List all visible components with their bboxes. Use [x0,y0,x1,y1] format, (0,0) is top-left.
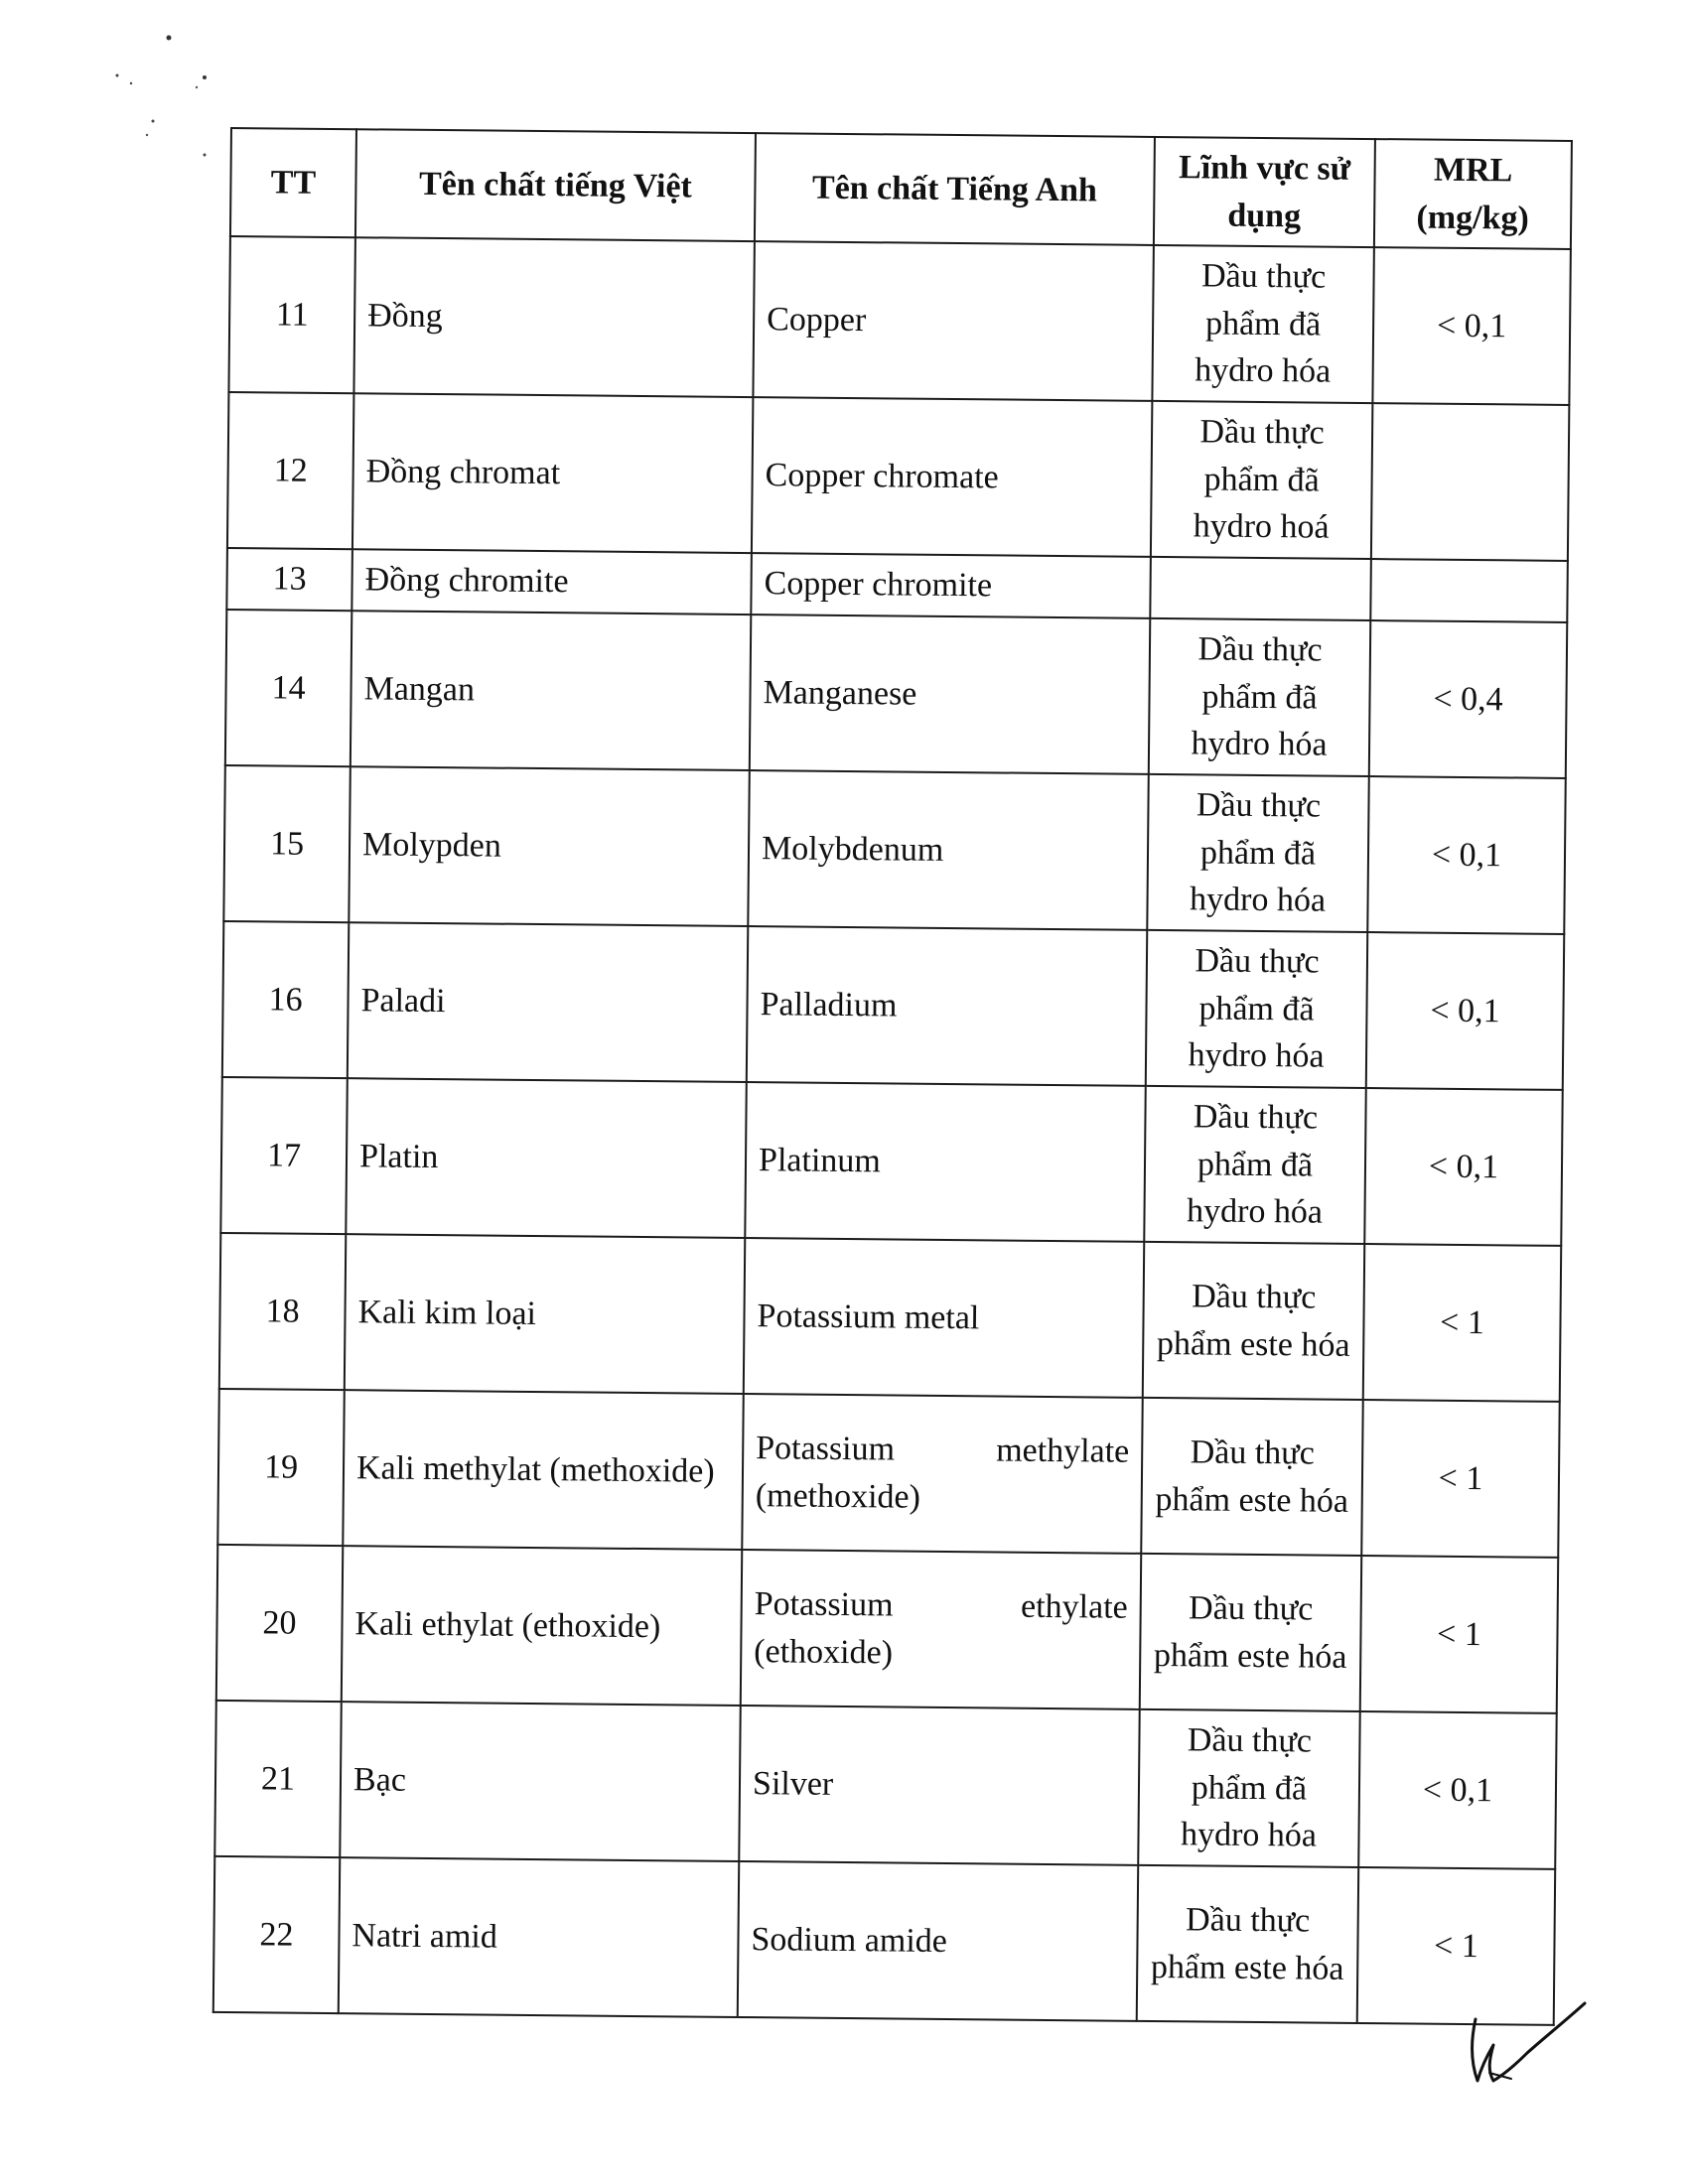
cell-vietnamese-name: Paladi [348,922,748,1082]
cell-vietnamese-name: Đồng chromat [352,393,753,553]
cell-english-name: Manganese [750,614,1150,774]
cell-vietnamese-name: Đồng chromite [352,549,752,614]
table-row [228,236,1570,405]
cell-mrl: < 0,1 [1366,932,1564,1090]
cell-english-name: Copper [753,241,1153,401]
initials-signature [1468,1997,1587,2087]
cell-field-of-use: Dầu thực phẩm đã hydro hoá [1151,401,1372,559]
table-row [225,610,1567,778]
cell-vietnamese-name: Mangan [351,611,751,770]
substance-table [212,127,1573,2026]
cell-mrl: < 1 [1357,1867,1555,2025]
table-row [216,1545,1558,1713]
cell-mrl: < 0,1 [1358,1711,1556,1869]
cell-mrl: < 1 [1363,1244,1561,1402]
cell-english-name: Potassium ethylate (ethoxide) [741,1550,1141,1709]
cell-field-of-use [1150,557,1371,620]
table-row [227,392,1569,561]
table-row [219,1233,1561,1402]
cell-english-name: Molybdenum [748,770,1148,930]
table-row [223,765,1565,934]
cell-english-name: Silver [739,1706,1139,1865]
cell-vietnamese-name: Molypden [349,766,749,926]
table-row [217,1389,1559,1558]
cell-mrl: < 1 [1360,1556,1558,1713]
cell-english-name: Potassium methylate (methoxide) [742,1394,1142,1554]
cell-vietnamese-name: Platin [346,1078,746,1238]
cell-tt: 15 [223,765,351,922]
document-page [212,127,1571,2026]
cell-mrl [1371,403,1569,561]
cell-mrl: < 1 [1361,1400,1559,1558]
cell-field-of-use: Dầu thực phẩm đã hydro hóa [1149,618,1370,776]
cell-field-of-use: Dầu thực phẩm đã hydro hóa [1144,1086,1365,1244]
cell-field-of-use: Dầu thực phẩm đã hydro hóa [1138,1709,1359,1867]
cell-vietnamese-name: Kali ethylat (ethoxide) [342,1546,742,1706]
cell-tt: 19 [217,1389,345,1546]
cell-tt: 22 [213,1856,341,2013]
header-tt: TT [230,128,356,237]
cell-field-of-use: Dầu thực phẩm este hóa [1141,1398,1362,1556]
header-vietnamese-name: Tên chất tiếng Việt [355,129,756,241]
cell-mrl: < 0,1 [1364,1088,1562,1246]
table-row [222,921,1564,1090]
cell-vietnamese-name: Natri amid [339,1857,739,2017]
cell-field-of-use: Dầu thực phẩm este hóa [1137,1865,1358,2023]
cell-tt: 12 [227,392,354,549]
cell-english-name: Copper chromite [751,553,1151,618]
cell-field-of-use: Dầu thực phẩm este hóa [1143,1242,1364,1400]
cell-mrl: < 0,4 [1369,620,1567,778]
cell-tt: 11 [228,236,355,393]
cell-vietnamese-name: Kali kim loại [345,1234,745,1394]
cell-field-of-use: Dầu thực phẩm đã hydro hóa [1152,245,1373,403]
cell-tt: 18 [219,1233,347,1390]
cell-vietnamese-name: Kali methylat (methoxide) [343,1390,743,1550]
cell-tt: 14 [225,610,352,766]
cell-field-of-use: Dầu thực phẩm đã hydro hóa [1147,774,1368,932]
cell-english-name: Potassium metal [744,1238,1144,1398]
cell-mrl [1370,559,1568,622]
cell-vietnamese-name: Đồng [353,237,754,397]
cell-tt: 21 [214,1701,342,1857]
cell-field-of-use: Dầu thực phẩm đã hydro hóa [1146,930,1367,1088]
cell-english-name: Copper chromate [752,397,1152,557]
cell-field-of-use: Dầu thực phẩm este hóa [1140,1554,1361,1711]
cell-tt: 20 [216,1545,344,1702]
cell-english-name: Sodium amide [738,1861,1138,2021]
header-mrl: MRL (mg/kg) [1374,139,1572,249]
table-row [220,1077,1562,1246]
header-english-name: Tên chất Tiếng Anh [755,133,1155,245]
cell-tt: 17 [220,1077,348,1234]
table-header-row [230,128,1572,249]
cell-tt: 13 [226,548,352,611]
cell-mrl: < 0,1 [1372,247,1570,405]
header-field-of-use: Lĩnh vực sử dụng [1154,137,1375,247]
cell-english-name: Platinum [745,1082,1145,1242]
cell-tt: 16 [222,921,350,1078]
cell-english-name: Palladium [747,926,1147,1086]
table-row [214,1701,1556,1869]
cell-vietnamese-name: Bạc [340,1702,740,1861]
cell-mrl: < 0,1 [1367,776,1565,934]
table-row [213,1856,1555,2025]
